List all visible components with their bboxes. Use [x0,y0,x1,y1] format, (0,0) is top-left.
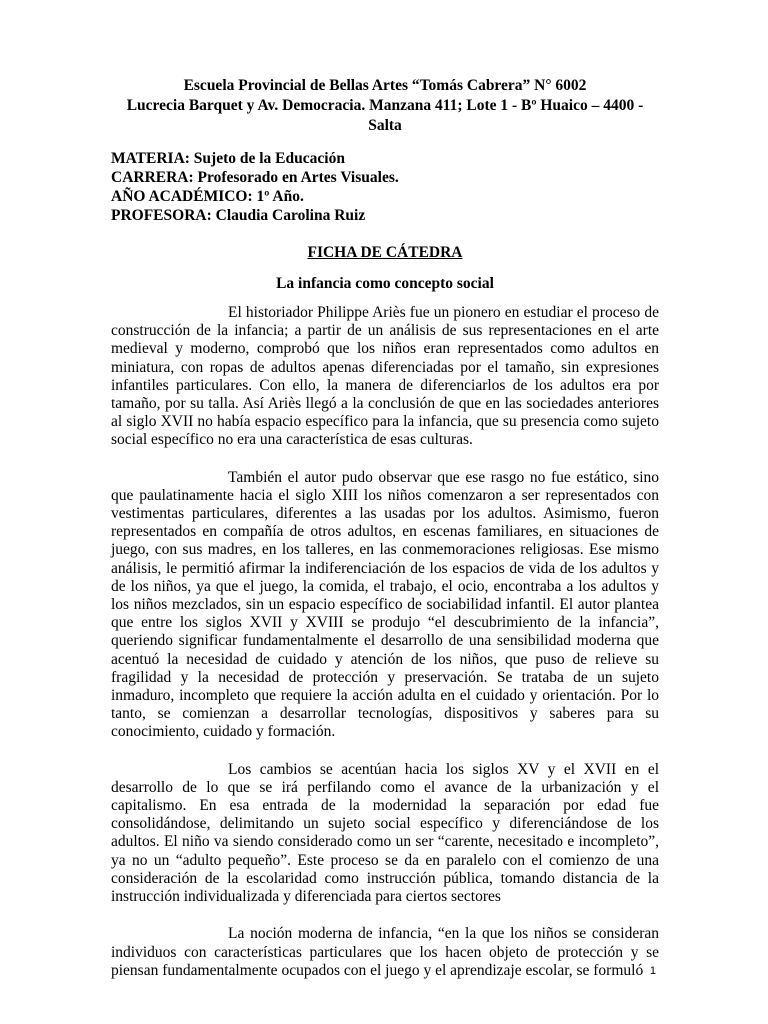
paragraph: El historiador Philippe Ariès fue un pionero en estudiar el proceso de construcción de la infancia; a partir de un análisis de sus representaciones en el arte medieval y moderno, comprobó que los niños eran representados como adultos en miniatura, con ropas de adultos apenas diferenciadas por el tamaño, sin expresiones infantiles particulares. Con ello, la manera de diferenciarlos de los adultos era por tamaño, por su talla. Así Ariès llegó a la conclusión de que en las sociedades anteriores al siglo XVII no había espacio específico para la infancia, que su presencia como sujeto social específico no era una característica de esas culturas. [111,304,659,449]
document-title: FICHA DE CÁTEDRA [307,244,463,261]
document-subtitle: La infancia como concepto social [276,275,494,292]
document-body [111,304,659,980]
carrera-line: CARRERA: Profesorado en Artes Visuales. [111,169,399,186]
page-number: 1 [649,965,656,977]
paragraph: También el autor pudo observar que ese rasgo no fue estático, sino que paulatinamente hacia el siglo XIII los niños comenzaron a ser representados con vestimentas particulares, diferentes a las usadas por los adultos. Asimismo, fueron representados en compañía de otros adultos, en escenas familiares, en situaciones de juego, con sus madres, en los talleres, en las conmemoraciones religiosas. Ese mismo análisis, le permitió afirmar la indiferenciación de los espacios de vida de los adultos y de los niños, ya que el juego, la comida, el trabajo, el ocio, encontraba a los adultos y los niños mezclados, sin un espacio específico de sociabilidad infantil. El autor plantea que entre los siglos XVII y XVIII se produjo “el descubrimiento de la infancia”, queriendo significar fundamentalmente el desarrollo de una sensibilidad moderna que acentuó la necesidad de cuidado y atención de los niños, que puso de relieve su fragilidad y la necesidad de protección y preservación. Se trataba de un sujeto inmaduro, incompleto que requiere la acción adulta en el cuidado y orientación. Por lo tanto, se comienzan a desarrollar tecnologías, dispositivos y saberes para su conocimiento, cuidado y formación. [111,468,659,741]
profesora-line: PROFESORA: Claudia Carolina Ruiz [111,207,366,224]
anio-line: AÑO ACADÉMICO: 1º Año. [111,188,304,205]
materia-line: MATERIA: Sujeto de la Educación [111,150,345,167]
school-address: Lucrecia Barquet y Av. Democracia. Manzana 411; Lote 1 - Bº Huaico – 4400 - Salta [126,97,644,134]
document-page [111,76,659,999]
paragraph: La noción moderna de infancia, “en la que los niños se consideran individuos con características particulares que los hacen objeto de protección y se piensan fundamentalmente ocupados con el juego y el aprendizaje escolar, se formuló [111,925,659,979]
paragraph: Los cambios se acentúan hacia los siglos XV y el XVII en el desarrollo de lo que se irá perfilando como el avance de la urbanización y el capitalismo. En esa entrada de la modernidad la separación por edad fue consolidándose, delimitando un sujeto social específico y diferenciándose de los adultos. El niño va siendo considerado como un ser “carente, necesitado e incompleto”, ya no un “adulto pequeño”. Este proceso se da en paralelo con el comienzo de una consideración de la escolaridad como instrucción pública, tomando distancia de la instrucción individualizada y diferenciada para ciertos sectores [111,760,659,906]
document-header [111,76,659,136]
school-name: Escuela Provincial de Bellas Artes “Tomás Cabrera” N° 6002 [183,77,587,94]
course-info [111,149,659,225]
